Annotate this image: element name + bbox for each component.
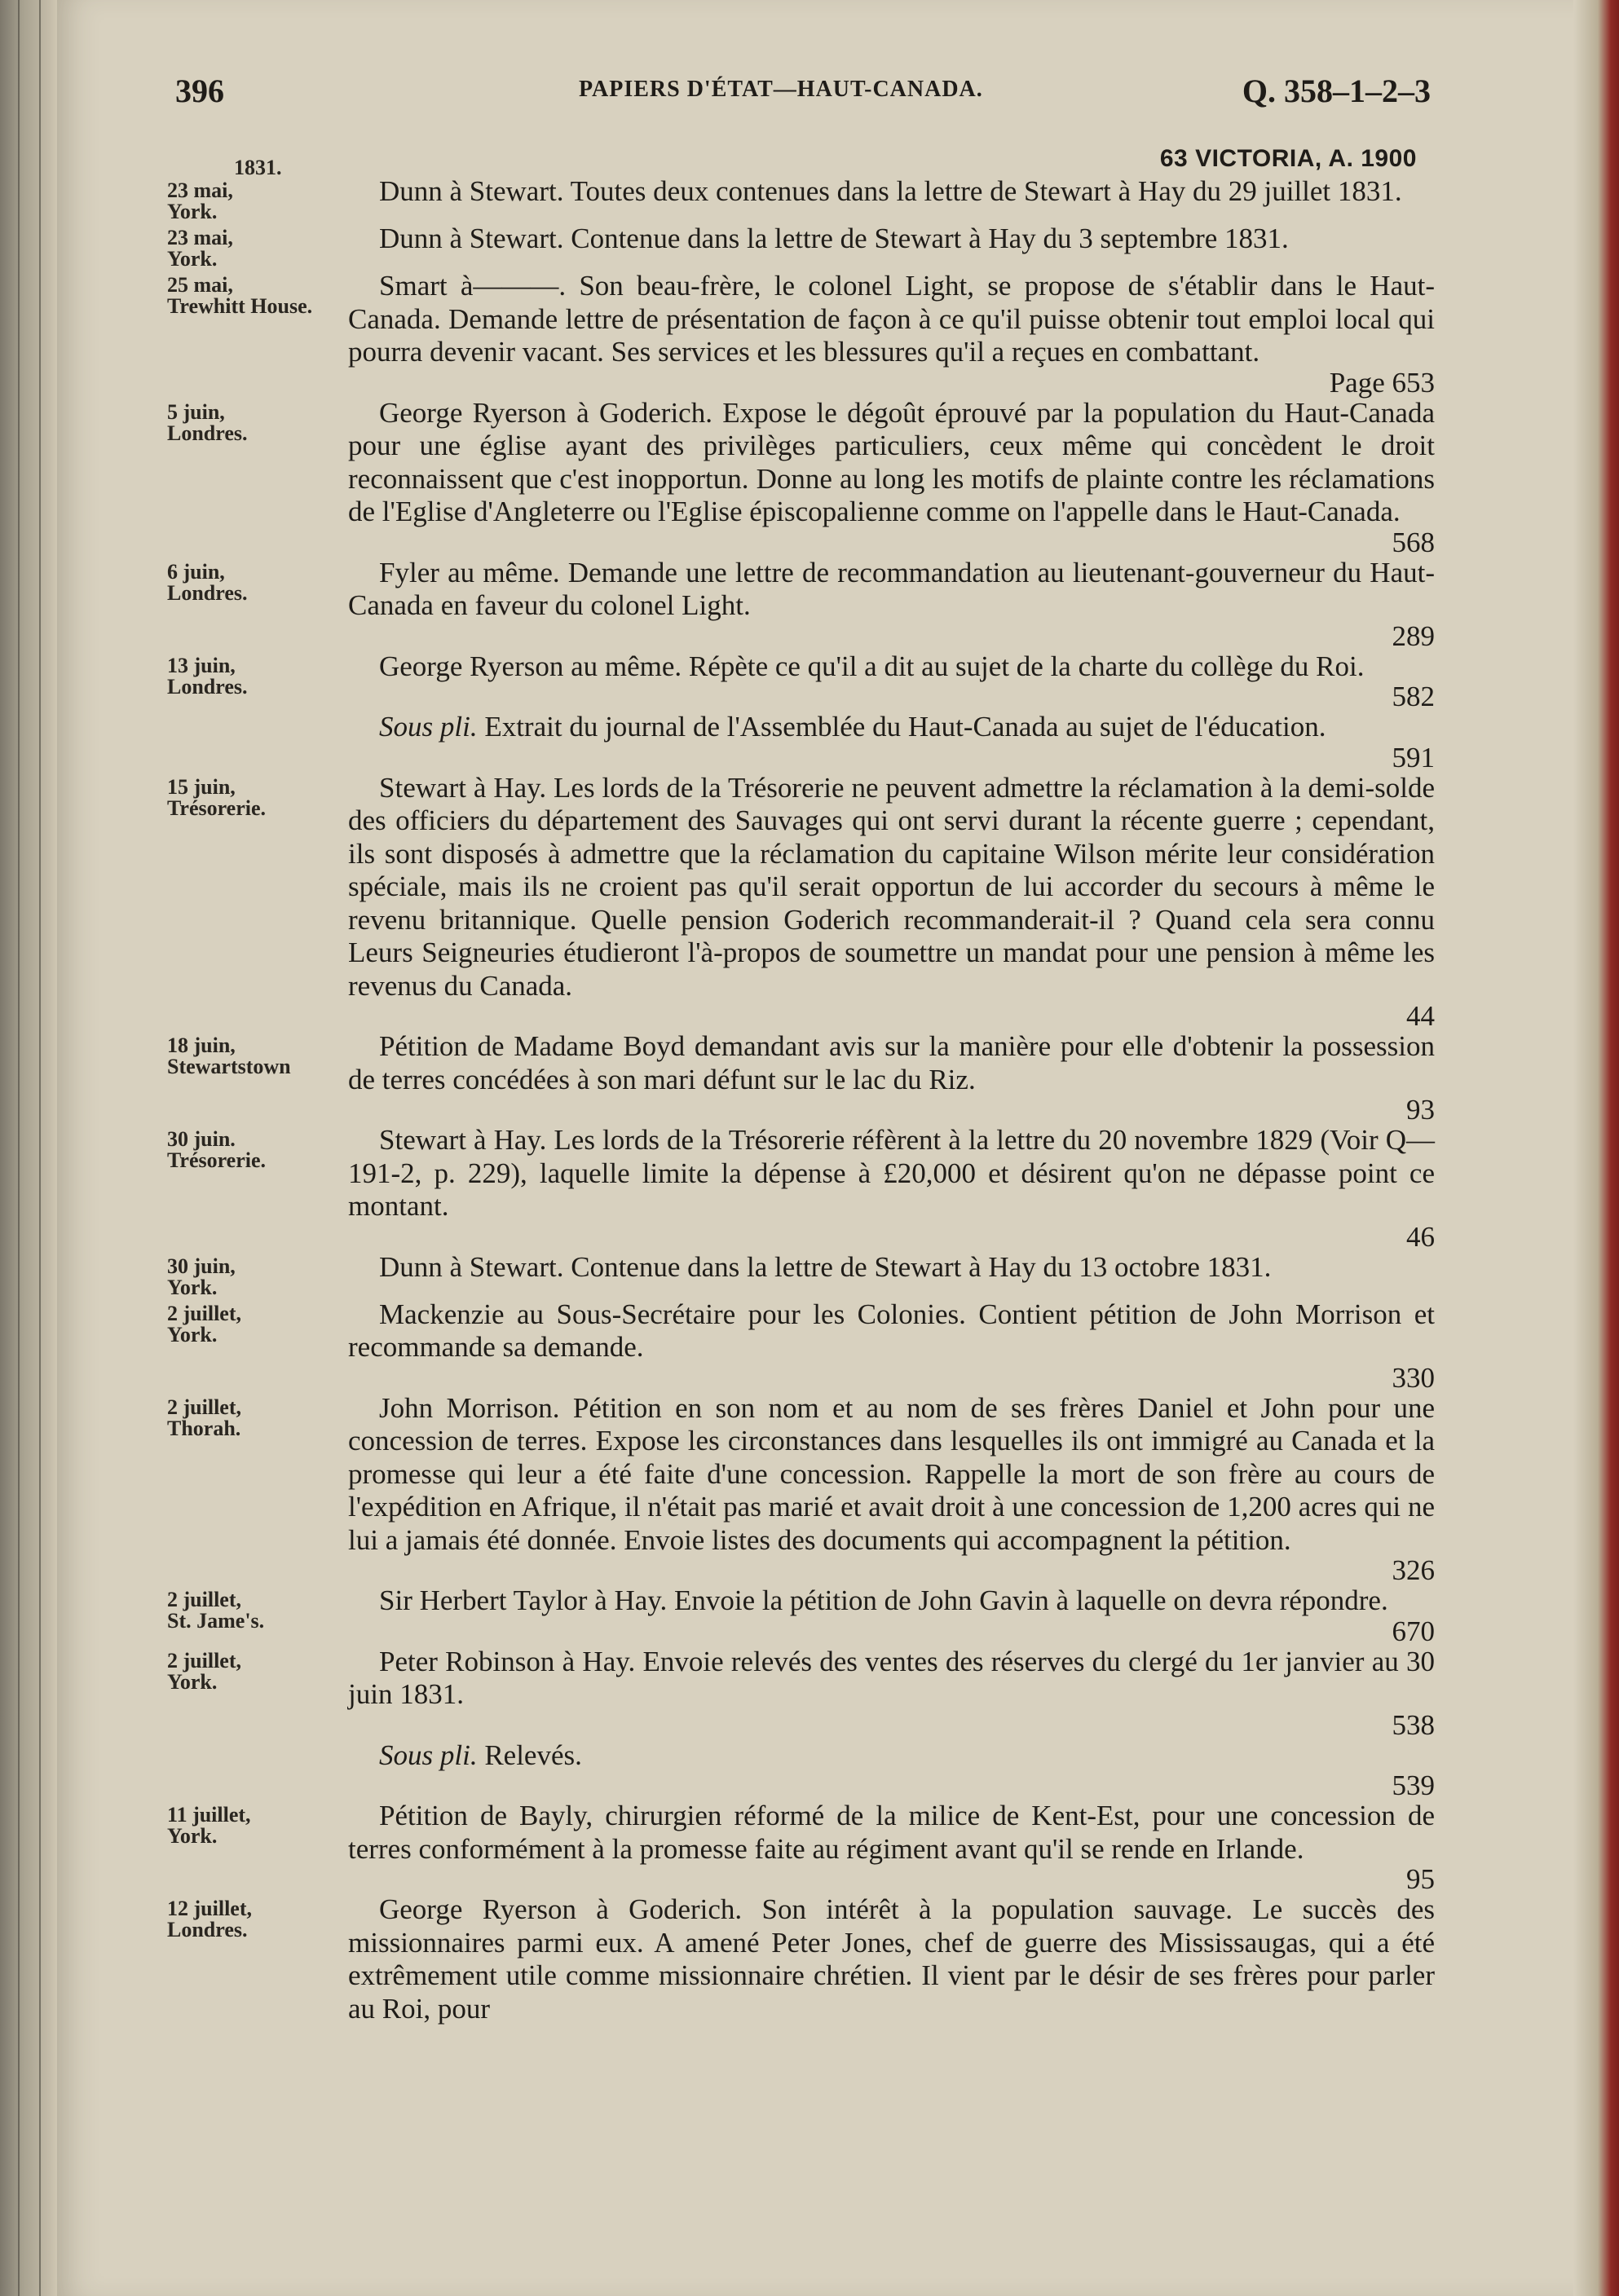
series-reference: Q. 358–1–2–3 xyxy=(1242,73,1431,109)
entry-place: Londres. xyxy=(167,1918,248,1941)
entry-body xyxy=(348,650,1435,712)
entry-day: 30 juin. xyxy=(167,1127,236,1151)
session-label: 63 VICTORIA, A. 1900 xyxy=(1159,145,1417,172)
entry-date xyxy=(167,1646,348,1739)
entry-place: Londres. xyxy=(167,580,248,605)
entry-date xyxy=(167,1124,348,1251)
entry-day: 23 mai, xyxy=(167,226,233,249)
entry-body xyxy=(348,1392,1435,1585)
page-reference: Page 653 xyxy=(1329,366,1435,399)
entry-body xyxy=(348,557,1435,650)
entry-place: York. xyxy=(167,1824,218,1848)
entry-text: Mackenzie au Sous-Secrétaire pour les Colonies. Contient pétition de John Morrison et recommande sa demande. xyxy=(348,1298,1435,1363)
entry-text: Smart à———. Son beau-frère, le colonel Light, se propose de s'établir dans le Haut-Canada. Demande lettre de présentation de façon à ce qu'il puisse obtenir tout emploi local qui pourra devenir vacant. Ses services et les blessures qu'il a reçues en combattant. xyxy=(348,270,1435,368)
calendar-entry xyxy=(167,711,1435,772)
entry-body xyxy=(348,270,1435,397)
book-spine xyxy=(0,0,57,2296)
entry-place: York. xyxy=(167,200,218,223)
entry-date xyxy=(167,772,348,1031)
entry-text: Extrait du journal de l'Assemblée du Haut-Canada au sujet de l'éducation. xyxy=(477,711,1326,743)
enclosure-label: Sous pli. xyxy=(379,711,478,743)
entry-place: York. xyxy=(167,1322,218,1346)
entry-place: Trewhitt House. xyxy=(167,294,313,318)
entry-day: 2 juillet, xyxy=(167,1395,241,1419)
enclosure-label: Sous pli. xyxy=(379,1739,478,1771)
calendar-entry xyxy=(167,1251,1435,1298)
entry-date xyxy=(167,650,348,712)
page-reference: 591 xyxy=(1392,741,1435,773)
page-reference: 330 xyxy=(1392,1361,1435,1394)
calendar-entry xyxy=(167,650,1435,712)
entry-day: 15 juin, xyxy=(167,774,236,799)
entry-place: Trésorerie. xyxy=(167,1148,267,1172)
entry-text: Dunn à Stewart. Contenue dans la lettre de Stewart à Hay du 3 septembre 1831. xyxy=(379,223,1289,254)
entry-body xyxy=(348,1800,1435,1893)
entry-text: Pétition de Bayly, chirurgien réformé de la milice de Kent-Est, pour une concession de terres conformément à la promesse faite au régiment avant qu'il se rende en Irlande. xyxy=(348,1800,1435,1865)
page-reference: 44 xyxy=(1406,1000,1435,1032)
entry-place: Trésorerie. xyxy=(167,795,267,820)
entry-day: 2 juillet, xyxy=(167,1588,241,1611)
calendar-entry xyxy=(167,1800,1435,1893)
entry-body xyxy=(348,1739,1435,1800)
entry-day: 11 juillet, xyxy=(167,1803,251,1827)
page-edge xyxy=(1573,0,1619,2296)
page-reference: 538 xyxy=(1392,1708,1435,1741)
entry-day: 12 juillet, xyxy=(167,1897,252,1920)
entry-date xyxy=(167,1893,348,2025)
calendar-entry xyxy=(167,1584,1435,1646)
entry-body xyxy=(348,1584,1435,1646)
page-reference: 93 xyxy=(1406,1094,1435,1126)
entry-body xyxy=(348,223,1435,270)
entry-date xyxy=(167,223,348,270)
calendar-entry xyxy=(167,1030,1435,1124)
entry-place: St. Jame's. xyxy=(167,1609,265,1633)
entry-day: 30 juin, xyxy=(167,1254,236,1278)
entry-date xyxy=(167,152,348,223)
entry-text: John Morrison. Pétition en son nom et au nom de ses frères Daniel et John pour une concession de terres. Expose les circonstances dans lesquelles ils ont immigré au Canada et la promesse qui leur a été faite d'une concession. Rappelle la mort de son frère au cours de l'expédition en Afrique, il n'était pas marié et avait droit à une concession de 1,200 acres qui ne lui a jamais été donnée. Envoie listes des documents qui accompagnent la pétition. xyxy=(348,1391,1435,1556)
entry-text: Stewart à Hay. Les lords de la Trésorerie ne peuvent admettre la réclamation à la demi-solde des officiers du département des Sauvages qui ont servi durant la récente guerre ; cependant, ils sont disposés à admettre que la réclamation du capitaine Wilson mérite leur considération spéciale, mais ils ne croient pas qu'il serait opportun de lui accorder du secours à même le revenu britannique. Quelle pension Goderich recommanderait-il ? Quand cela sera connu Leurs Seigneuries étudieront l'à-propos de soumettre un mandat pour une pension à même les revenus du Canada. xyxy=(348,771,1435,1002)
entry-date xyxy=(167,1298,348,1392)
entry-day: 18 juin, xyxy=(167,1033,236,1057)
page-number: 396 xyxy=(175,73,224,109)
entry-text: George Ryerson au même. Répète ce qu'il a dit au sujet de la charte du collège du Roi. xyxy=(379,650,1365,682)
entry-text: Stewart à Hay. Les lords de la Trésorerie réfèrent à la lettre du 20 novembre 1829 (Voir Q—191-2, p. 229), laquelle limite la dépense à £20,000 et désirent qu'on ne dépasse point ce montant. xyxy=(348,1124,1435,1222)
entry-text: Pétition de Madame Boyd demandant avis sur la manière pour elle d'obtenir la possession de terres concédées à son mari défunt sur le lac du Riz. xyxy=(348,1030,1435,1095)
entry-body xyxy=(348,1030,1435,1124)
calendar-entry xyxy=(167,223,1435,270)
entry-body xyxy=(348,175,1435,223)
entry-day: 6 juin, xyxy=(167,559,225,584)
entry-body xyxy=(348,1251,1435,1298)
entry-text: Dunn à Stewart. Contenue dans la lettre de Stewart à Hay du 13 octobre 1831. xyxy=(379,1250,1272,1283)
entry-day: 23 mai, xyxy=(167,178,233,202)
page-reference: 95 xyxy=(1406,1863,1435,1895)
entry-place: Londres. xyxy=(167,421,248,445)
calendar-entry xyxy=(167,270,1435,397)
entry-text: Dunn à Stewart. Toutes deux contenues dans la lettre de Stewart à Hay du 29 juillet 1831. xyxy=(379,175,1402,207)
calendar-entry xyxy=(167,1646,1435,1739)
calendar-entry xyxy=(167,772,1435,1031)
page-reference: 539 xyxy=(1392,1769,1435,1801)
entry-day: 2 juillet, xyxy=(167,1301,241,1325)
entry-text: Relevés. xyxy=(477,1739,582,1771)
entry-date xyxy=(167,711,348,772)
running-title: PAPIERS D'ÉTAT—HAUT-CANADA. xyxy=(579,77,983,102)
entry-place: Londres. xyxy=(167,674,248,698)
entry-place: York. xyxy=(167,247,218,271)
entry-date xyxy=(167,397,348,557)
page-reference: 670 xyxy=(1392,1615,1435,1647)
entry-day: 13 juin, xyxy=(167,653,236,677)
entry-text: Peter Robinson à Hay. Envoie relevés des ventes des réserves du clergé du 1er janvier au 30 juin 1831. xyxy=(348,1645,1435,1710)
entry-date xyxy=(167,1030,348,1124)
entry-text: Fyler au même. Demande une lettre de recommandation au lieutenant-gouverneur du Haut-Canada en faveur du colonel Light. xyxy=(348,556,1435,621)
entry-text: George Ryerson à Goderich. Expose le dégoût éprouvé par la population du Haut-Canada pour une église ayant des privilèges particuliers, ceux même qui concèdent le droit reconnaissent que c'est inopportun. Donne au long les motifs de plainte contre les réclamations de l'Eglise d'Angleterre ou l'Eglise épiscopalienne comme on l'appelle dans le Haut-Canada. xyxy=(348,396,1435,527)
entry-body xyxy=(348,1124,1435,1251)
calendar-entry xyxy=(167,1739,1435,1800)
entry-day: 25 mai, xyxy=(167,273,233,297)
entry-place: York. xyxy=(167,1669,218,1694)
calendar-entry xyxy=(167,1893,1435,2025)
entry-place: York. xyxy=(167,1275,218,1299)
calendar-entry xyxy=(167,557,1435,650)
entry-day: 2 juillet, xyxy=(167,1648,241,1672)
entry-body xyxy=(348,711,1435,772)
entry-date xyxy=(167,1739,348,1800)
calendar-entry xyxy=(167,1392,1435,1585)
entry-place: Stewartstown xyxy=(167,1055,291,1078)
entry-date xyxy=(167,1392,348,1585)
running-header xyxy=(175,72,1431,121)
entry-place: Thorah. xyxy=(167,1416,241,1440)
entry-date xyxy=(167,1251,348,1298)
page-reference: 568 xyxy=(1392,526,1435,558)
entry-day: 5 juin, xyxy=(167,399,225,424)
page-reference: 326 xyxy=(1392,1554,1435,1586)
entry-date xyxy=(167,1584,348,1646)
calendar-entry xyxy=(167,1124,1435,1251)
entry-body xyxy=(348,1893,1435,2025)
page-reference: 582 xyxy=(1392,681,1435,712)
calendar-entry xyxy=(167,1298,1435,1392)
year-label: 1831. xyxy=(234,156,282,179)
entry-body xyxy=(348,1646,1435,1739)
entry-date xyxy=(167,557,348,650)
entry-text: George Ryerson à Goderich. Son intérêt à la population sauvage. Le succès des missionnaires parmi eux. A amené Peter Jones, chef de guerre des Mississaugas, qui a été extrêmement utile comme missionnaire chrétien. Il vient par le désir de ses frères pour parler au Roi, pour xyxy=(348,1893,1435,2025)
page-reference: 289 xyxy=(1392,619,1435,652)
calendar-entry xyxy=(167,397,1435,557)
entry-date xyxy=(167,1800,348,1893)
entry-body xyxy=(348,1298,1435,1392)
entry-body xyxy=(348,397,1435,557)
entry-date xyxy=(167,270,348,397)
page-reference: 46 xyxy=(1406,1220,1435,1253)
entry-body xyxy=(348,772,1435,1031)
entry-text: Sir Herbert Taylor à Hay. Envoie la pétition de John Gavin à laquelle on devra répondre. xyxy=(379,1584,1388,1616)
